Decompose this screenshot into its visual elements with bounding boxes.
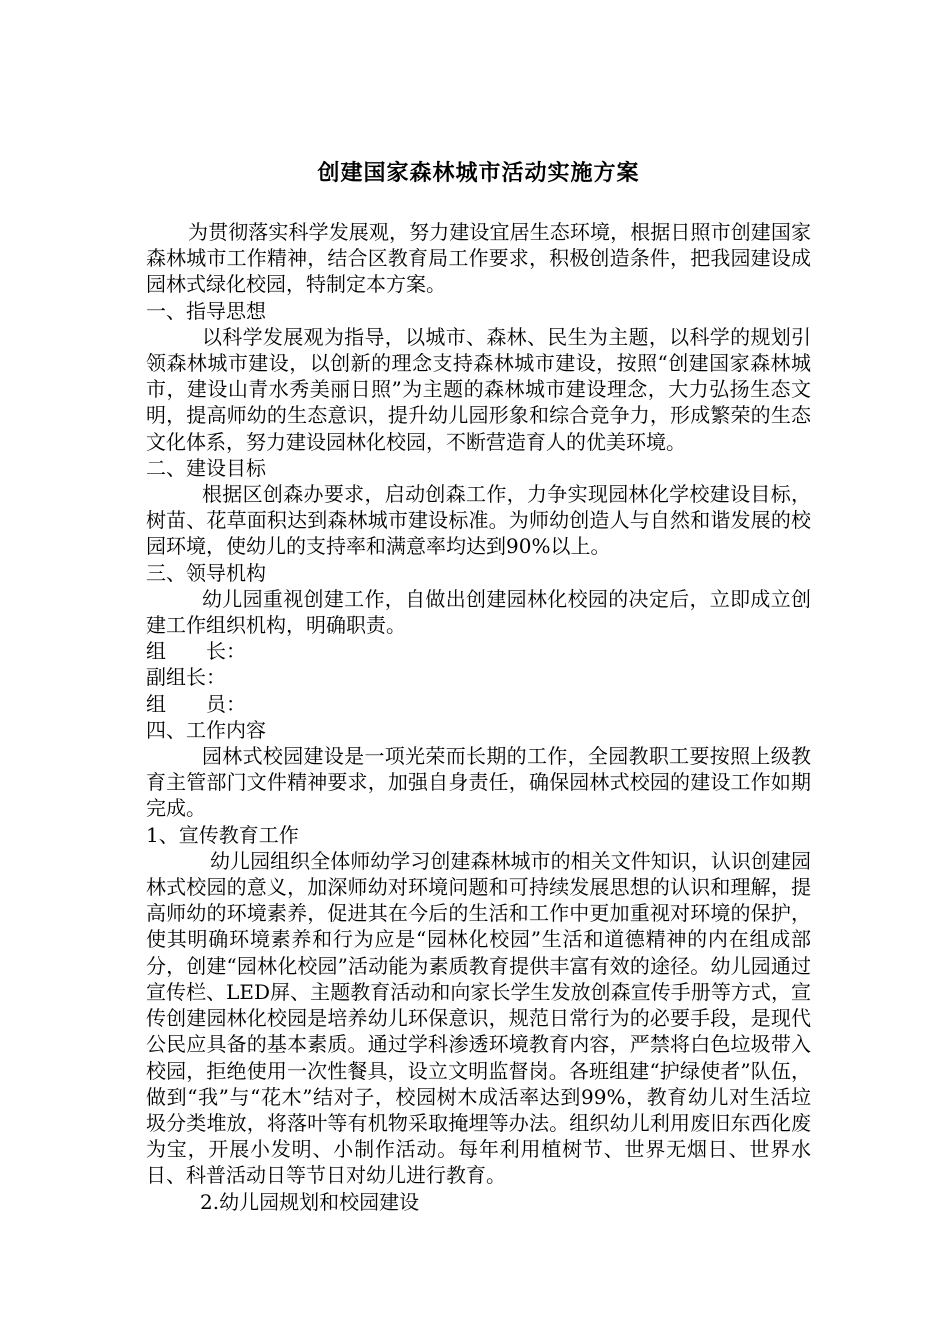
role-member: 组 员： [146,691,246,716]
section-heading-goals: 二、建设目标 [146,455,266,480]
subsection-heading-publicity: 1、宣传教育工作 [146,822,299,847]
document-page [146,154,811,1215]
subsection-paragraph-publicity: 幼儿园组织全体师幼学习创建森林城市的相关文件知识，认识创建园林式校园的意义，加深师幼对环境问题和可持续发展思想的认识和理解，提高师幼的环境素养，促进其在今后的生活和工作中更加重视对环境的保护，使其明确环境素养和行为应是“园林化校园”生活和道德精神的内在组成部分，创建“园林化校园”活动能为素质教育提供丰富有效的途径。幼儿园通过宣传栏、LED屏、主题教育活动和向家长学生发放创森宣传手册等方式，宣传创建园林化校园是培养幼儿环保意识，规范日常行为的必要手段，是现代公民应具备的基本素质。通过学科渗透环境教育内容，严禁将白色垃圾带入校园，拒绝使用一次性餐具，设立文明监督岗。各班组建“护绿使者”队伍，做到“我”与“花木”结对子，校园树木成活率达到99%，教育幼儿对生活垃圾分类堆放，将落叶等有机物采取掩埋等办法。组织幼儿利用废旧东西化废为宝，开展小发明、小制作活动。每年利用植树节、世界无烟日、世界水日、科普活动日等节日对幼儿进行教育。 [146,848,811,1188]
section-heading-leadership: 三、领导机构 [146,560,266,585]
role-deputy: 副组长： [146,665,226,690]
role-leader: 组 长： [146,639,246,664]
section-heading-work-content: 四、工作内容 [146,717,266,742]
subsection-heading-campus-planning: 2.幼儿园规划和校园建设 [200,1189,420,1214]
document-title: 创建国家森林城市活动实施方案 [317,161,640,186]
intro-paragraph: 为贯彻落实科学发展观，努力建设宜居生态环境，根据日照市创建国家森林城市工作精神，结合区教育局工作要求，积极创造条件，把我园建设成园林式绿化校园，特制定本方案。 [146,220,811,297]
section-paragraph-goals: 根据区创森办要求，启动创森工作，力争实现园林化学校建设目标，树苗、花草面积达到森林城市建设标准。为师幼创造人与自然和谐发展的校园环境，使幼儿的支持率和满意率均达到90%以上。 [146,482,811,559]
section-paragraph-work-content: 园林式校园建设是一项光荣而长期的工作，全园教职工要按照上级教育主管部门文件精神要求，加强自身责任，确保园林式校园的建设工作如期完成。 [146,744,811,821]
section-heading-guiding-ideology: 一、指导思想 [146,298,266,323]
section-paragraph-leadership: 幼儿园重视创建工作，自做出创建园林化校园的决定后，立即成立创建工作组织机构，明确职责。 [146,586,811,638]
section-paragraph-guiding-ideology: 以科学发展观为指导，以城市、森林、民生为主题，以科学的规划引领森林城市建设，以创新的理念支持森林城市建设，按照“创建国家森林城市，建设山青水秀美丽日照”为主题的森林城市建设理念，大力弘扬生态文明，提高师幼的生态意识，提升幼儿园形象和综合竞争力，形成繁荣的生态文化体系，努力建设园林化校园，不断营造育人的优美环境。 [146,324,811,454]
